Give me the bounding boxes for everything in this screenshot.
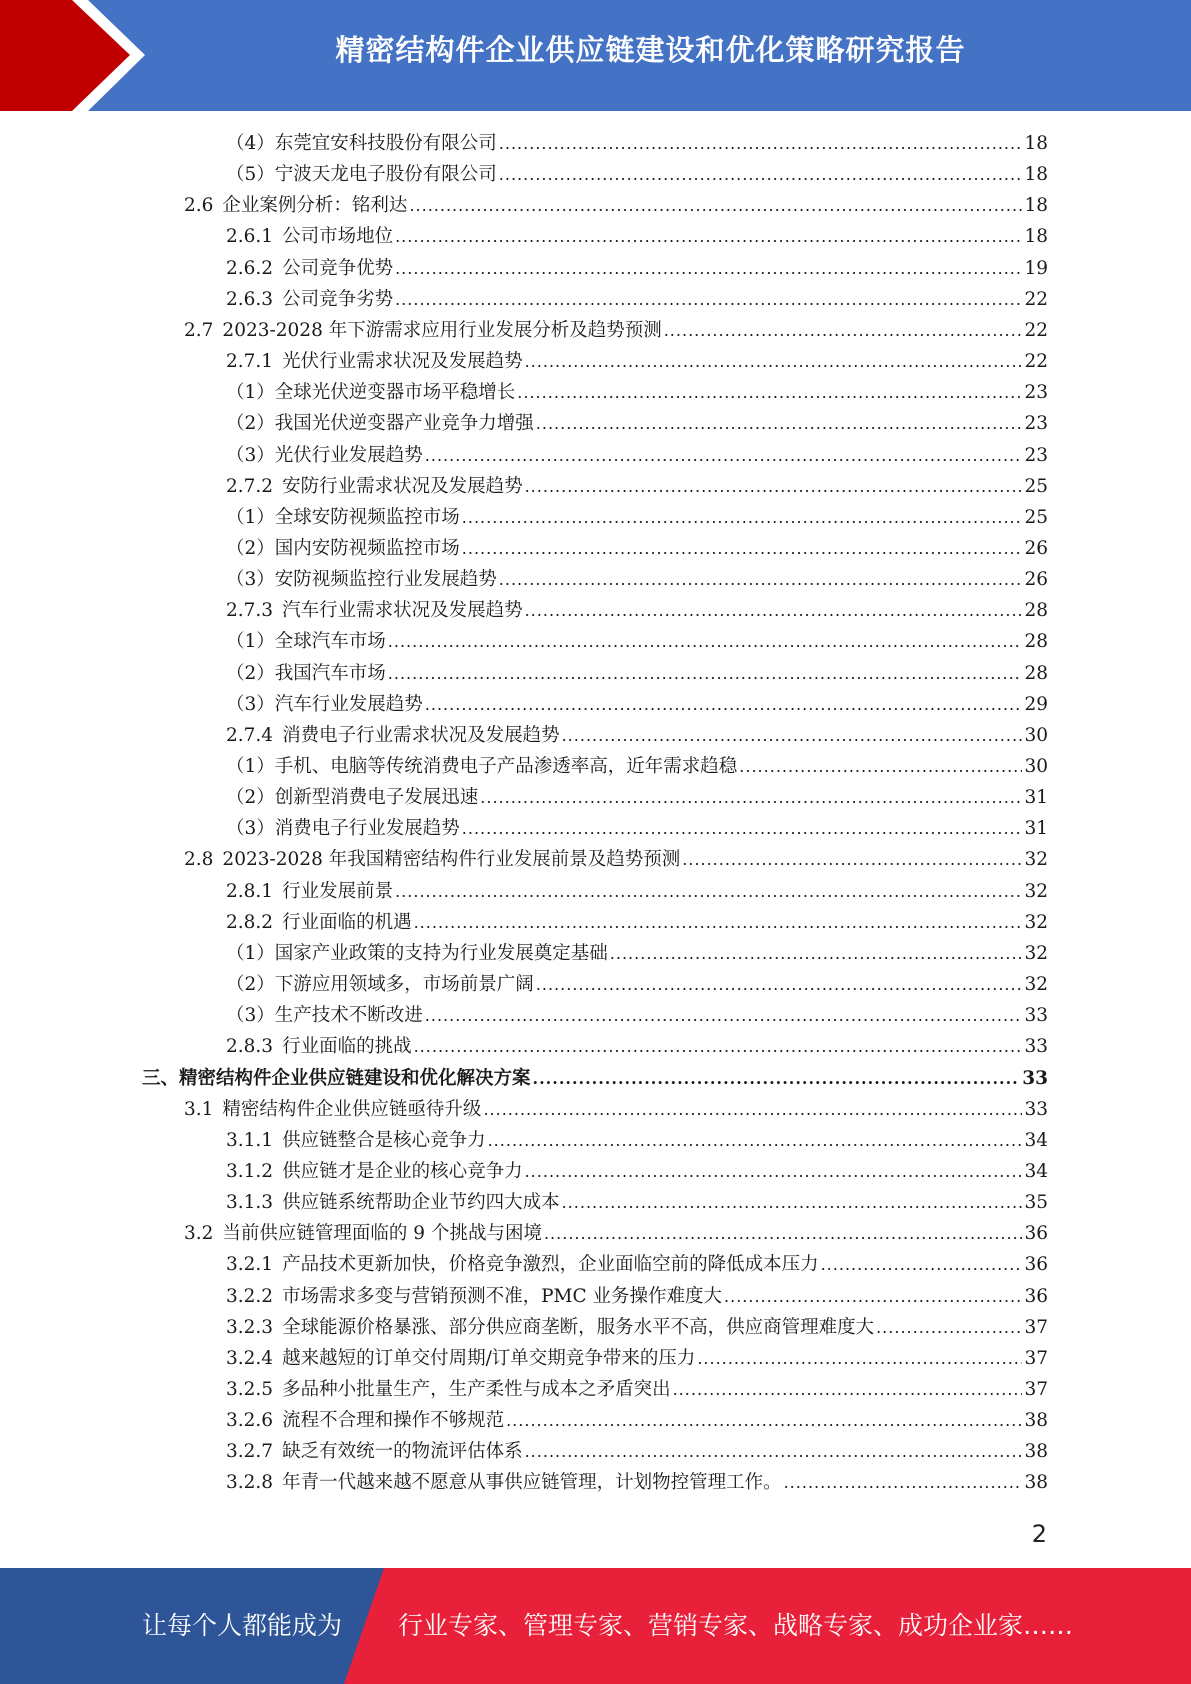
toc-dot-leader [409, 190, 1022, 221]
toc-entry-page: 36 [1024, 1285, 1048, 1307]
toc-entry-number: 2.6.3 [226, 288, 274, 310]
toc-entry[interactable] [226, 969, 1048, 1000]
toc-entry-page: 31 [1024, 787, 1048, 809]
toc-entry-title: 安防行业需求状况及发展趋势 [282, 475, 523, 497]
report-title: 精密结构件企业供应链建设和优化策略研究报告 [335, 33, 966, 67]
toc-entry[interactable] [226, 720, 1048, 751]
toc-dot-leader [562, 720, 1023, 751]
toc-entry-number: （1） [226, 631, 275, 653]
toc-dot-leader [697, 1343, 1022, 1374]
toc-dot-leader [536, 969, 1023, 1000]
toc-entry[interactable] [226, 284, 1048, 315]
toc-dot-leader [544, 1218, 1022, 1249]
toc-entry-number: （2） [226, 662, 275, 684]
toc-dot-leader [821, 1249, 1023, 1280]
toc-entry-title: 安防视频监控行业发展趋势 [274, 569, 497, 591]
toc-entry-number: （1） [226, 382, 275, 404]
toc-entry[interactable] [142, 1063, 1048, 1094]
toc-entry-page: 25 [1024, 506, 1048, 528]
toc-entry[interactable] [226, 876, 1048, 907]
toc-entry-title: 全球安防视频监控市场 [274, 506, 460, 528]
toc-dot-leader [876, 1312, 1022, 1343]
toc-entry-title: 公司竞争劣势 [282, 288, 394, 310]
toc-entry-number: 2.8 [184, 849, 214, 871]
toc-dot-leader [499, 564, 1023, 595]
toc-entry-title: 精密结构件企业供应链亟待升级 [222, 1098, 482, 1120]
toc-entry-page: 36 [1024, 1223, 1048, 1245]
toc-entry[interactable] [184, 190, 1048, 221]
toc-entry-title: 当前供应链管理面临的 9 个挑战与困境 [222, 1223, 542, 1245]
toc-entry[interactable] [226, 751, 1048, 782]
toc-entry-number: 3.1.1 [226, 1129, 274, 1151]
toc-entry-page: 18 [1024, 226, 1048, 248]
toc-entry-number: （1） [226, 756, 275, 777]
toc-dot-leader [673, 1374, 1023, 1405]
toc-entry-page: 38 [1024, 1472, 1048, 1494]
toc-entry[interactable] [226, 377, 1048, 408]
toc-entry-page: 38 [1024, 1410, 1048, 1432]
toc-entry-title: 2023-2028 年我国精密结构件行业发展前景及趋势预测 [222, 849, 681, 871]
toc-entry-page: 37 [1024, 1379, 1048, 1400]
toc-entry-title: 全球汽车市场 [274, 631, 386, 653]
toc-dot-leader [664, 315, 1023, 346]
toc-entry-number: 2.7.1 [226, 351, 274, 373]
toc-dot-leader [517, 377, 1022, 408]
toc-entry-title: 宁波天龙电子股份有限公司 [274, 164, 497, 186]
toc-entry-number: 2.6.1 [226, 226, 274, 248]
toc-entry[interactable] [226, 253, 1048, 284]
toc-dot-leader [388, 658, 1023, 689]
toc-dot-leader [395, 253, 1022, 284]
toc-entry-title: 全球光伏逆变器市场平稳增长 [274, 382, 516, 404]
toc-entry-number: 2.8.2 [226, 911, 274, 933]
toc-entry-number: 2.7 [184, 319, 214, 341]
toc-entry-number: 3.2.8 [226, 1472, 274, 1494]
header-arrow-decoration [0, 0, 170, 111]
toc-dot-leader [462, 502, 1023, 533]
toc-entry-number: （3） [226, 569, 275, 591]
toc-entry-title: 生产技术不断改进 [274, 1005, 423, 1027]
toc-entry[interactable] [226, 1156, 1048, 1187]
toc-dot-leader [395, 221, 1022, 252]
toc-entry-page: 37 [1024, 1347, 1048, 1369]
toc-entry-page: 30 [1024, 756, 1048, 777]
toc-entry-page: 34 [1024, 1160, 1048, 1182]
toc-entry-title: 国内安防视频监控市场 [274, 537, 460, 559]
toc-entry[interactable] [226, 1405, 1048, 1436]
toc-entry[interactable] [226, 1187, 1048, 1218]
toc-entry-title: 行业发展前景 [282, 880, 394, 902]
toc-entry-page: 32 [1024, 911, 1048, 933]
toc-entry-page: 33 [1024, 1098, 1048, 1120]
toc-entry-number: （1） [226, 942, 275, 964]
toc-dot-leader [388, 626, 1023, 657]
toc-dot-leader [414, 907, 1023, 938]
toc-dot-leader [425, 440, 1023, 471]
toc-dot-leader [610, 938, 1023, 969]
toc-entry-page: 31 [1024, 818, 1048, 840]
toc-dot-leader [499, 128, 1023, 159]
toc-entry-number: （2） [226, 974, 275, 996]
toc-entry-number: 2.7.2 [226, 475, 274, 497]
toc-entry-title: 光伏行业需求状况及发展趋势 [282, 351, 523, 373]
toc-entry-page: 32 [1024, 942, 1048, 964]
toc-entry[interactable] [226, 221, 1048, 252]
toc-entry-number: （2） [226, 787, 275, 809]
toc-entry-page: 26 [1024, 537, 1048, 559]
toc-entry[interactable] [226, 907, 1048, 938]
toc-entry-number: 2.8.3 [226, 1036, 274, 1058]
toc-entry[interactable] [226, 128, 1048, 159]
toc-entry-page: 30 [1024, 724, 1048, 746]
toc-entry-page: 23 [1024, 444, 1048, 466]
toc-entry[interactable] [226, 1000, 1048, 1031]
toc-entry[interactable] [184, 315, 1048, 346]
toc-entry-page: 34 [1024, 1129, 1048, 1151]
toc-entry[interactable] [226, 1281, 1048, 1312]
toc-entry-title: 公司市场地位 [282, 226, 394, 248]
toc-entry-number: （3） [226, 444, 275, 466]
toc-entry-title: 汽车行业发展趋势 [274, 693, 423, 715]
toc-entry-page: 28 [1024, 631, 1048, 653]
toc-entry-page: 36 [1024, 1254, 1048, 1276]
toc-entry-page: 28 [1024, 662, 1048, 684]
toc-entry[interactable] [226, 159, 1048, 190]
page-footer [0, 1568, 1191, 1684]
toc-entry-page: 25 [1024, 475, 1048, 497]
toc-entry-title: 光伏行业发展趋势 [274, 444, 423, 466]
toc-entry-page: 37 [1024, 1316, 1048, 1338]
toc-entry-title: 手机、电脑等传统消费电子产品渗透率高，近年需求趋稳 [274, 756, 738, 777]
toc-entry-title: 越来越短的订单交付周期/订单交期竞争带来的压力 [282, 1347, 696, 1369]
toc-entry[interactable] [226, 471, 1048, 502]
toc-dot-leader [425, 1000, 1023, 1031]
toc-entry-number: 2.6 [184, 195, 214, 217]
toc-entry[interactable] [226, 1125, 1048, 1156]
toc-dot-leader [533, 1063, 1021, 1094]
toc-entry-number: （3） [226, 693, 275, 715]
toc-entry-title: 产品技术更新加快，价格竞争激烈，企业面临空前的降低成本压力 [282, 1254, 819, 1276]
toc-dot-leader [425, 689, 1023, 720]
toc-dot-leader [525, 595, 1023, 626]
toc-entry-title: 创新型消费电子发展迅速 [274, 787, 479, 809]
toc-entry[interactable] [184, 1094, 1048, 1125]
toc-entry[interactable] [226, 1436, 1048, 1467]
toc-entry-number: （2） [226, 537, 275, 559]
toc-entry-title: 消费电子行业发展趋势 [274, 818, 460, 840]
toc-entry[interactable] [226, 813, 1048, 844]
toc-entry-number: 3.1.3 [226, 1192, 274, 1214]
toc-dot-leader [525, 471, 1023, 502]
toc-entry-page: 33 [1022, 1067, 1048, 1089]
toc-dot-leader [462, 813, 1023, 844]
toc-entry[interactable] [226, 408, 1048, 439]
toc-entry-title: 精密结构件企业供应链建设和优化解决方案 [179, 1067, 531, 1089]
toc-entry[interactable] [226, 658, 1048, 689]
toc-entry-title: 市场需求多变与营销预测不准，PMC 业务操作难度大 [282, 1285, 723, 1307]
toc-entry[interactable] [226, 1249, 1048, 1280]
toc-dot-leader [784, 1467, 1023, 1498]
toc-dot-leader [536, 408, 1023, 439]
toc-dot-leader [525, 1156, 1023, 1187]
toc-entry[interactable] [226, 595, 1048, 626]
toc-entry-number: （4） [226, 133, 275, 154]
toc-entry-page: 22 [1024, 319, 1048, 341]
toc-entry-page: 33 [1024, 1036, 1048, 1058]
page-number: 2 [1031, 1520, 1047, 1548]
toc-dot-leader [488, 1125, 1023, 1156]
toc-entry[interactable] [226, 1374, 1048, 1405]
toc-entry-page: 35 [1024, 1192, 1048, 1214]
toc-entry[interactable] [226, 533, 1048, 564]
toc-entry-page: 22 [1024, 288, 1048, 310]
toc-entry[interactable] [226, 440, 1048, 471]
toc-entry-page: 18 [1024, 133, 1048, 154]
toc-entry-page: 28 [1024, 600, 1048, 622]
toc-entry-title: 东莞宜安科技股份有限公司 [274, 133, 497, 154]
toc-entry-number: （1） [226, 506, 275, 528]
toc-entry-title: 我国光伏逆变器产业竞争力增强 [274, 413, 534, 435]
toc-entry-page: 29 [1024, 693, 1048, 715]
toc-entry[interactable] [184, 844, 1048, 875]
toc-entry-title: 全球能源价格暴涨、部分供应商垄断，服务水平不高，供应商管理难度大 [282, 1316, 875, 1338]
toc-entry-page: 32 [1024, 880, 1048, 902]
toc-entry-page: 33 [1024, 1005, 1048, 1027]
toc-entry[interactable] [226, 1343, 1048, 1374]
toc-entry-number: 三、 [142, 1067, 180, 1089]
toc-entry-title: 年青一代越来越不愿意从事供应链管理，计划物控管理工作。 [282, 1472, 782, 1494]
toc-entry-number: （2） [226, 413, 275, 435]
toc-entry-page: 32 [1024, 849, 1048, 871]
toc-dot-leader [682, 844, 1022, 875]
toc-entry-number: 3.2 [184, 1223, 214, 1245]
toc-entry[interactable] [226, 938, 1048, 969]
toc-entry-title: 2023-2028 年下游需求应用行业发展分析及趋势预测 [222, 319, 662, 341]
toc-entry-number: 2.7.4 [226, 724, 274, 746]
toc-entry[interactable] [226, 782, 1048, 813]
toc-entry-title: 多品种小批量生产，生产柔性与成本之矛盾突出 [282, 1379, 671, 1400]
toc-entry-page: 23 [1024, 413, 1048, 435]
toc-entry-title: 企业案例分析：铭利达 [222, 195, 408, 217]
toc-entry-page: 22 [1024, 351, 1048, 373]
toc-dot-leader [506, 1405, 1022, 1436]
footer-slogan-right: 行业专家、管理专家、营销专家、战略专家、成功企业家…… [398, 1611, 1074, 1640]
toc-entry[interactable] [226, 346, 1048, 377]
toc-entry[interactable] [226, 626, 1048, 657]
toc-entry-title: 汽车行业需求状况及发展趋势 [282, 600, 523, 622]
toc-entry-title: 下游应用领域多，市场前景广阔 [274, 974, 534, 996]
toc-entry-title: 公司竞争优势 [282, 257, 394, 279]
toc-dot-leader [414, 1031, 1023, 1062]
toc-entry-title: 供应链整合是核心竞争力 [282, 1129, 486, 1151]
toc-entry[interactable] [226, 564, 1048, 595]
toc-dot-leader [499, 159, 1023, 190]
toc-dot-leader [562, 1187, 1023, 1218]
toc-entry[interactable] [226, 502, 1048, 533]
toc-entry-number: 3.2.5 [226, 1379, 274, 1400]
toc-entry-title: 供应链才是企业的核心竞争力 [282, 1160, 523, 1182]
toc-entry-title: 流程不合理和操作不够规范 [282, 1410, 505, 1432]
page-header [0, 0, 1191, 111]
toc-entry-number: （3） [226, 818, 275, 840]
toc-dot-leader [480, 782, 1022, 813]
toc-entry-page: 32 [1024, 974, 1048, 996]
toc-entry-number: 3.2.3 [226, 1316, 274, 1338]
toc-dot-leader [462, 533, 1023, 564]
toc-entry-number: （5） [226, 164, 275, 186]
toc-dot-leader [525, 346, 1023, 377]
toc-entry-title: 行业面临的挑战 [282, 1036, 412, 1058]
toc-entry-number: 2.7.3 [226, 600, 274, 622]
toc-entry[interactable] [226, 689, 1048, 720]
toc-dot-leader [724, 1281, 1022, 1312]
toc-entry-number: 2.8.1 [226, 880, 274, 902]
toc-dot-leader [395, 876, 1022, 907]
toc-entry-number: 3.2.1 [226, 1254, 274, 1276]
toc-entry[interactable] [226, 1031, 1048, 1062]
toc-entry-page: 38 [1024, 1441, 1048, 1463]
toc-entry-number: 3.2.2 [226, 1285, 274, 1307]
footer-slogan-left: 让每个人都能成为 [142, 1611, 343, 1640]
toc-entry-number: 3.1 [184, 1098, 214, 1120]
toc-entry-number: 3.2.4 [226, 1347, 274, 1369]
toc-entry-title: 行业面临的机遇 [282, 911, 412, 933]
toc-entry-number: 2.6.2 [226, 257, 274, 279]
toc-entry-page: 18 [1024, 164, 1048, 186]
toc-entry-number: 3.1.2 [226, 1160, 274, 1182]
toc-entry[interactable] [184, 1218, 1048, 1249]
toc-entry-title: 消费电子行业需求状况及发展趋势 [282, 724, 560, 746]
toc-entry[interactable] [226, 1467, 1048, 1498]
toc-entry-title: 我国汽车市场 [274, 662, 386, 684]
toc-dot-leader [395, 284, 1022, 315]
toc-entry-number: 3.2.7 [226, 1441, 274, 1463]
toc-entry-number: 3.2.6 [226, 1410, 274, 1432]
toc-entry-page: 18 [1024, 195, 1048, 217]
toc-entry-title: 缺乏有效统一的物流评估体系 [282, 1441, 523, 1463]
toc-entry-page: 19 [1024, 257, 1048, 279]
toc-entry-page: 23 [1024, 382, 1048, 404]
toc-entry-page: 26 [1024, 569, 1048, 591]
toc-entry-title: 供应链系统帮助企业节约四大成本 [282, 1192, 560, 1214]
toc-entry[interactable] [226, 1312, 1048, 1343]
toc-dot-leader [739, 751, 1022, 782]
toc-entry-number: （3） [226, 1005, 275, 1027]
toc-entry-title: 国家产业政策的支持为行业发展奠定基础 [274, 942, 608, 964]
toc-dot-leader [483, 1094, 1022, 1125]
toc-dot-leader [525, 1436, 1023, 1467]
